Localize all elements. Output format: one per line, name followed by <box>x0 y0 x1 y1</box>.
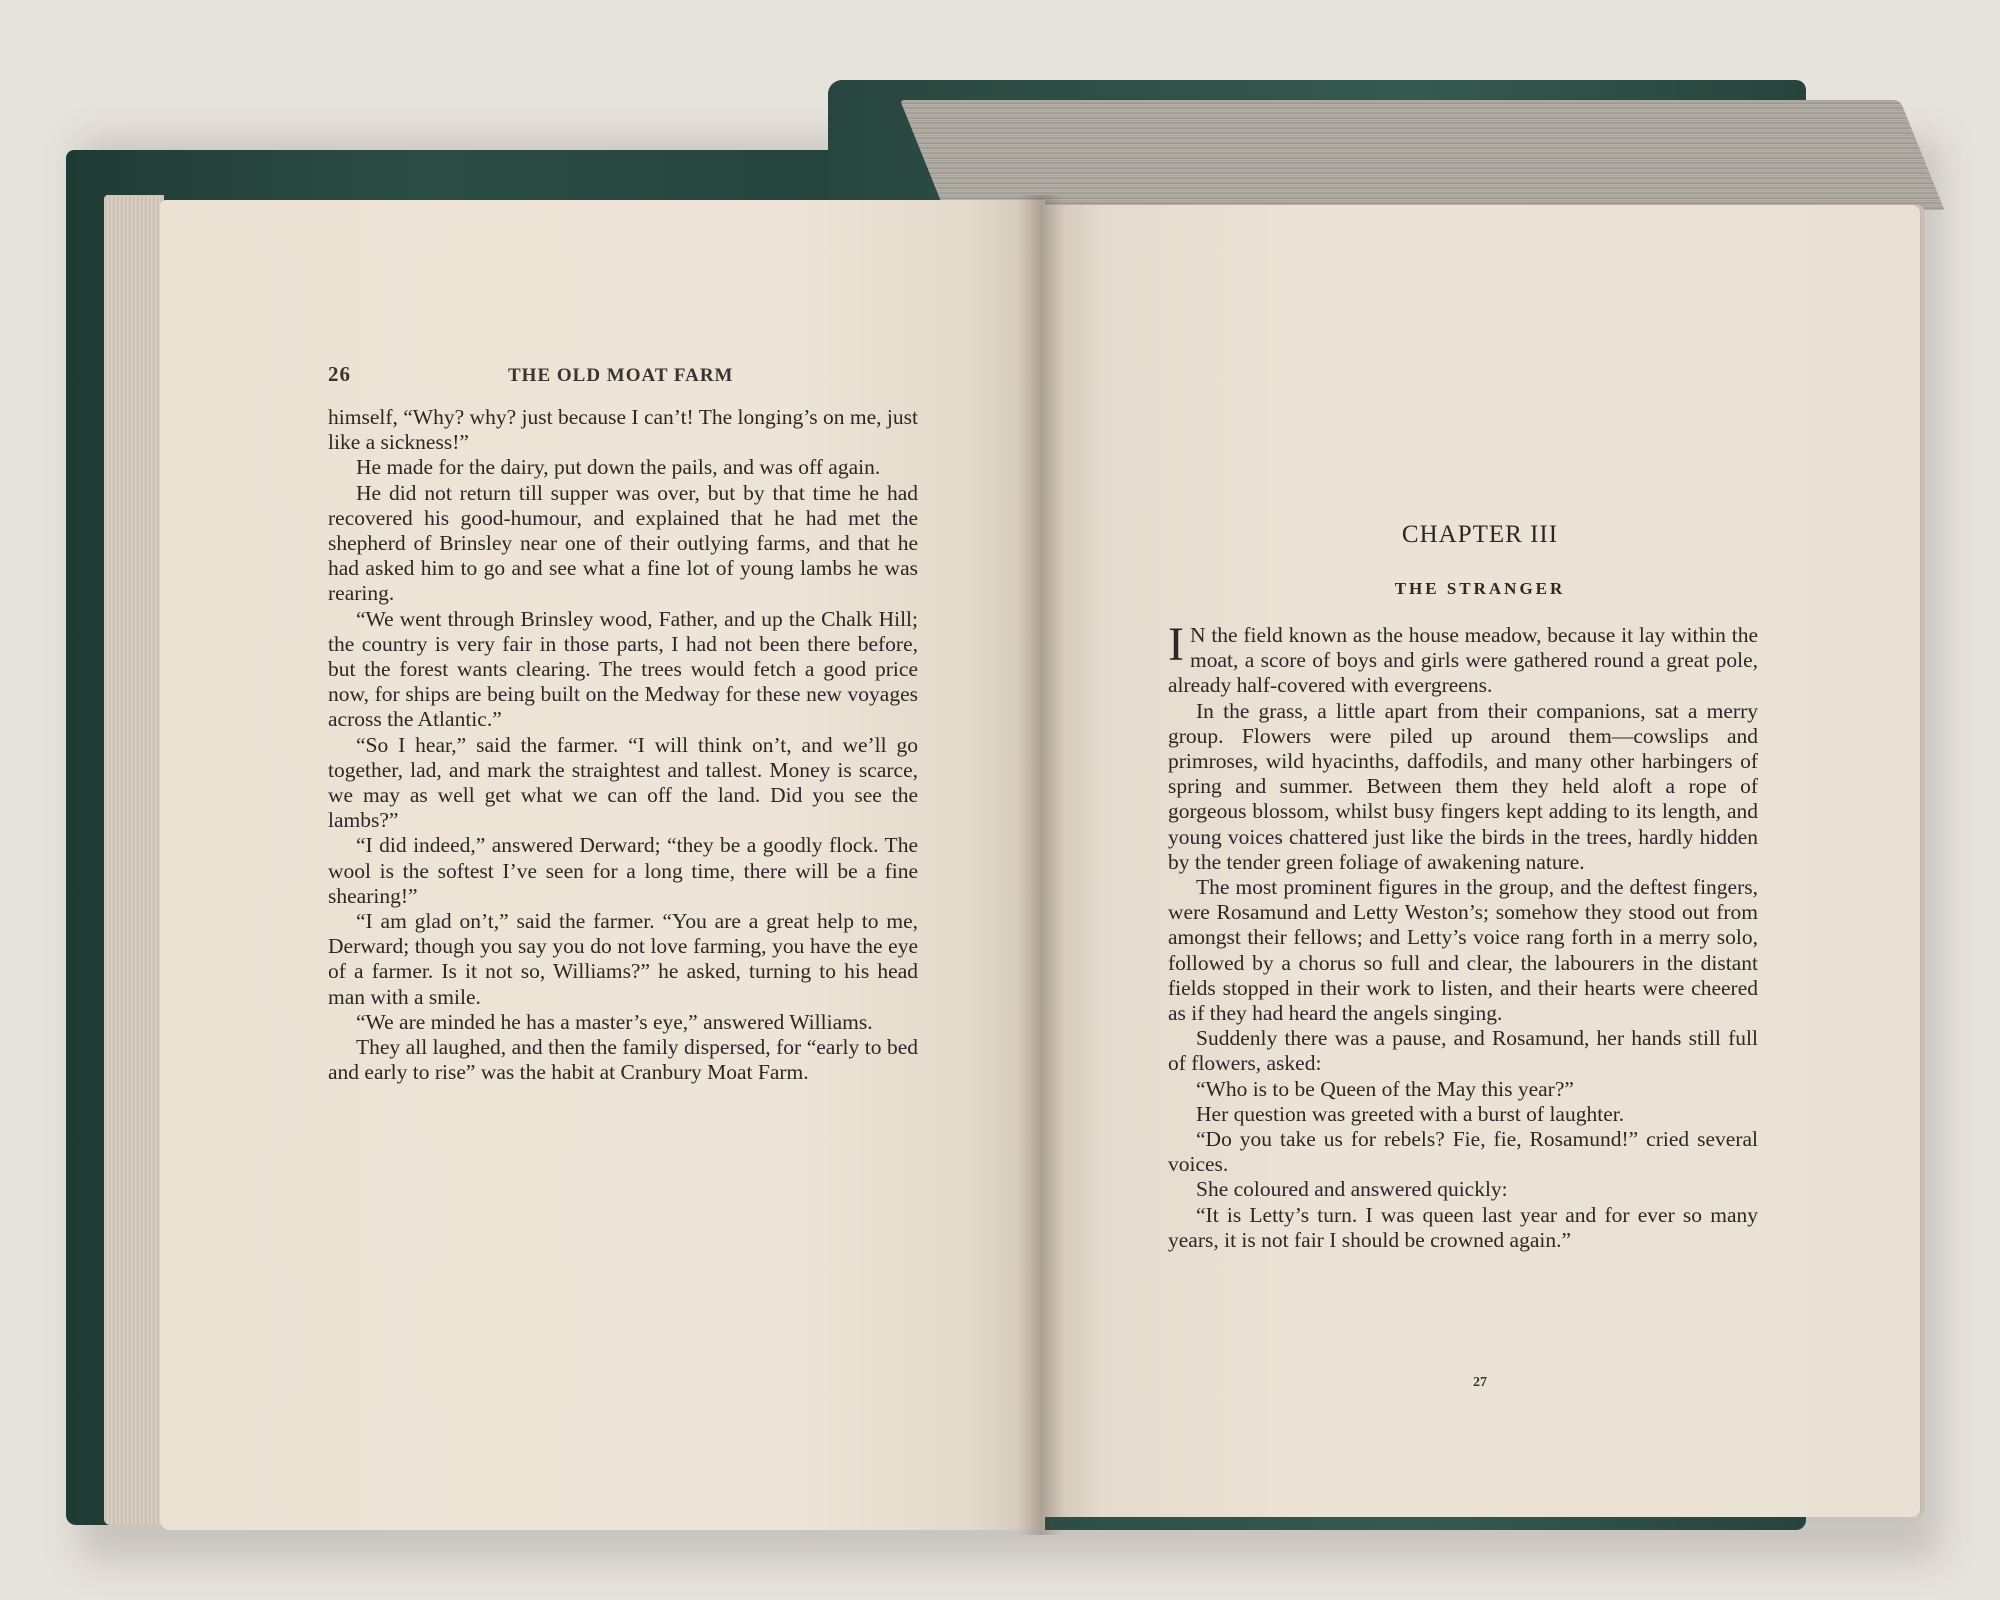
drop-cap: I <box>1168 618 1184 671</box>
book-gutter <box>1018 195 1064 1535</box>
running-head-title: THE OLD MOAT FARM <box>508 365 734 386</box>
paragraph: “We went through Brinsley wood, Father, and up the Chalk Hill; the country is very fair in those parts, I had not been there before, but the forest wants clearing. The trees would fetch a good price now, for ships are being built on the Medway for these new voyages across the Atlantic.” <box>328 606 918 732</box>
chapter-subtitle: THE STRANGER <box>1394 579 1566 598</box>
page-block-left-edge <box>104 195 164 1525</box>
paragraph: They all laughed, and then the family dispersed, for “early to bed and early to rise” was the habit at Cranbury Moat Farm. <box>328 1035 918 1085</box>
paragraph: She coloured and answered quickly: <box>1196 1177 1508 1202</box>
paragraph: “We are minded he has a master’s eye,” answered Williams. <box>356 1009 873 1034</box>
paragraph: “So I hear,” said the farmer. “I will think on’t, and we’ll go together, lad, and mark the straightest and tallest. Money is scarce, we may as well get what we can off the land. Did you see the lambs?” <box>328 732 918 833</box>
left-page-text <box>328 405 918 1085</box>
opening-paragraph-text: N the field known as the house meadow, because it lay within the moat, a score of boys and girls were gathered round a great pole, already half-covered with evergreens. <box>1168 623 1758 698</box>
paragraph: He did not return till supper was over, but by that time he had recovered his good-humour, and explained that he had met the shepherd of Brinsley near one of their outlying farms, and that he had asked him to go and see what a fine lot of young lambs he was rearing. <box>328 480 918 606</box>
right-page-number: 27 <box>1473 1375 1487 1390</box>
left-page-number: 26 <box>328 362 351 386</box>
paragraph: “I did indeed,” answered Derward; “they be a goodly flock. The wool is the softest I’ve seen for a long time, there will be a fine shearing!” <box>328 833 918 908</box>
paragraph: In the grass, a little apart from their companions, sat a merry group. Flowers were piled up around them—cowslips and primroses, wild hyacinths, daffodils, and many other harbingers of spring and summer. Between them they held aloft a rope of gorgeous blossom, whilst busy fingers kept adding to its length, and young voices chattered just like the birds in the trees, hardly hidden by the tender green foliage of awakening nature. <box>1168 698 1758 874</box>
chapter-title: CHAPTER III <box>1401 521 1559 548</box>
right-page <box>1040 205 1920 1517</box>
paragraph: Her question was greeted with a burst of laughter. <box>1196 1101 1625 1126</box>
paragraph: “It is Letty’s turn. I was queen last year and for ever so many years, it is not fair I should be crowned again.” <box>1168 1202 1758 1252</box>
paragraph: The most prominent figures in the group, and the deftest fingers, were Rosamund and Letty Weston’s; somehow they stood out from amongst their fellows; and Letty’s voice rang forth in a merry solo, followed by a chorus so full and clear, the labourers in the distant fields stopped in their work to listen, and their hearts were cheered as if they had heard the angels singing. <box>1168 875 1758 1026</box>
running-head <box>328 362 928 387</box>
paragraph: “Who is to be Queen of the May this year?” <box>1196 1076 1574 1101</box>
paragraph: “Do you take us for rebels? Fie, fie, Rosamund!” cried several voices. <box>1168 1127 1758 1177</box>
left-page <box>160 200 1045 1530</box>
paragraph: Suddenly there was a pause, and Rosamund, her hands still full of flowers, asked: <box>1168 1026 1758 1076</box>
opening-paragraph <box>1168 618 1758 699</box>
paragraph: “I am glad on’t,” said the farmer. “You are a great help to me, Derward; though you say you do not love farming, you have the eye of a farmer. Is it not so, Williams?” he asked, turning to his head man with a smile. <box>328 909 918 1009</box>
right-page-text <box>1168 618 1758 1253</box>
paragraph: himself, “Why? why? just because I can’t! The longing’s on me, just like a sickness!” <box>328 405 918 455</box>
paragraph: He made for the dairy, put down the pails, and was off again. <box>356 455 881 480</box>
page-block-top-edge <box>900 100 1944 210</box>
